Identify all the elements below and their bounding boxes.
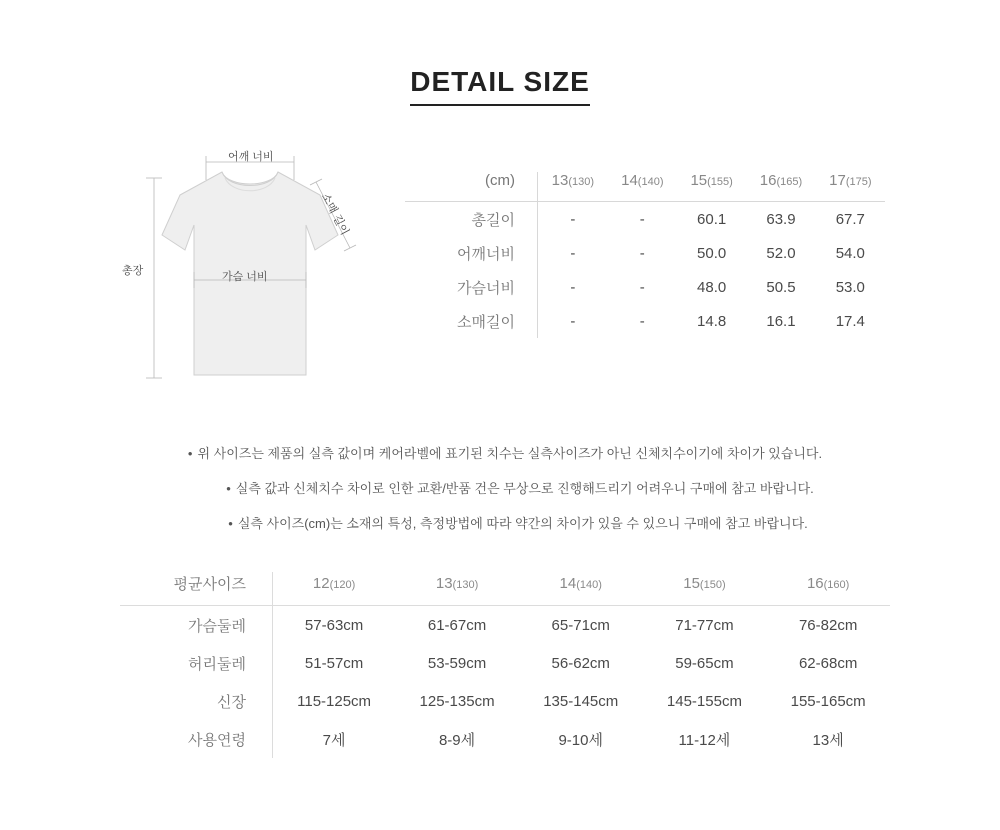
table-cell: 62-68cm bbox=[798, 654, 858, 672]
table-cell: 8-9세 bbox=[438, 731, 476, 749]
table-cell: 50.0 bbox=[697, 244, 727, 262]
table-cell: 59-65cm bbox=[675, 654, 734, 672]
column-header-main: 13 bbox=[551, 172, 569, 189]
table-cell: 51-57cm bbox=[304, 654, 364, 672]
table-cell: 155-165cm bbox=[790, 692, 866, 710]
column-header-main: 16 bbox=[759, 172, 777, 189]
table-cell: 63.9 bbox=[766, 210, 796, 228]
note-item bbox=[0, 480, 1000, 498]
average-size-table-body bbox=[120, 606, 890, 759]
row-label: 가슴너비 bbox=[405, 270, 538, 304]
table-cell: 61-67cm bbox=[427, 616, 487, 634]
row-label: 허리둘레 bbox=[120, 644, 273, 682]
column-header-sub: (140) bbox=[576, 579, 602, 591]
note-item bbox=[0, 515, 1000, 533]
bullet-icon: • bbox=[228, 516, 233, 532]
page-title-wrap bbox=[0, 0, 1000, 106]
table-cell: 71-77cm bbox=[675, 616, 734, 634]
column-header-sub: (130) bbox=[568, 176, 594, 188]
table-row bbox=[120, 644, 890, 682]
column-header-main: 14 bbox=[621, 172, 638, 189]
table-cell: 115-125cm bbox=[297, 692, 372, 710]
table-cell: 9-10세 bbox=[558, 731, 603, 749]
column-header-sub: (175) bbox=[845, 176, 872, 188]
table-cell: - bbox=[570, 278, 576, 296]
table-cell: 50.5 bbox=[766, 278, 796, 296]
table-cell: 11-12세 bbox=[678, 731, 731, 749]
table-header-row bbox=[405, 172, 885, 202]
table-cell: 7세 bbox=[322, 731, 346, 749]
detail-size-table bbox=[405, 172, 885, 338]
table-row bbox=[405, 202, 885, 237]
table-cell: 14.8 bbox=[697, 312, 727, 330]
table-header-row bbox=[120, 572, 890, 606]
table-cell: 145-155cm bbox=[666, 692, 742, 710]
table-cell: 65-71cm bbox=[551, 616, 610, 634]
column-header bbox=[643, 572, 767, 606]
column-header-sub: (140) bbox=[637, 176, 664, 188]
column-header-sub: (155) bbox=[707, 176, 733, 188]
table-cell: - bbox=[639, 312, 645, 330]
column-header bbox=[538, 172, 608, 202]
table-cell: 52.0 bbox=[766, 244, 796, 262]
table-cell: 60.1 bbox=[697, 210, 727, 228]
note-item bbox=[0, 445, 1000, 463]
row-label: 총길이 bbox=[405, 202, 538, 237]
table-cell: - bbox=[570, 210, 576, 228]
column-header-main: 15 bbox=[690, 172, 708, 189]
diagram-label-total-length: 총장 bbox=[122, 265, 144, 277]
column-header bbox=[273, 572, 396, 606]
note-text: 실측 값과 신체치수 차이로 인한 교환/반품 건은 무상으로 진행해드리기 어려우니 구매에 참고 바랍니다. bbox=[235, 481, 814, 497]
diagram-label-chest: 가슴 너비 bbox=[222, 271, 268, 283]
column-header bbox=[677, 172, 746, 202]
column-header-main: 15 bbox=[683, 575, 700, 592]
table-cell: 135-145cm bbox=[543, 692, 619, 710]
table-cell: 125-135cm bbox=[419, 692, 495, 710]
tshirt-illustration bbox=[110, 140, 410, 390]
column-header bbox=[519, 572, 643, 606]
table-cell: 17.4 bbox=[835, 312, 865, 330]
page-title: DETAIL SIZE bbox=[410, 66, 590, 106]
table-cell: 67.7 bbox=[835, 210, 865, 228]
column-header bbox=[766, 572, 890, 606]
detail-size-table-head bbox=[405, 172, 885, 202]
diagram-label-sleeve: 소매 길이 bbox=[318, 191, 351, 238]
notes-section bbox=[0, 445, 1000, 551]
row-label: 신장 bbox=[120, 682, 273, 720]
garment-diagram bbox=[110, 140, 410, 390]
detail-size-table-body bbox=[405, 202, 885, 339]
column-header-main: 13 bbox=[435, 575, 453, 592]
table-row bbox=[120, 606, 890, 645]
row-label: 소매길이 bbox=[405, 304, 538, 338]
column-header-main: 12 bbox=[312, 575, 330, 592]
row-label: 사용연령 bbox=[120, 720, 273, 758]
table-cell: - bbox=[639, 278, 645, 296]
average-size-corner-label: 평균사이즈 bbox=[120, 572, 273, 606]
table-cell: - bbox=[570, 244, 576, 262]
table-cell: - bbox=[570, 312, 576, 330]
column-header bbox=[395, 572, 519, 606]
column-header bbox=[746, 172, 815, 202]
column-header-main: 17 bbox=[829, 172, 846, 189]
average-size-table-head bbox=[120, 572, 890, 606]
row-label: 어깨너비 bbox=[405, 236, 538, 270]
table-cell: 53.0 bbox=[835, 278, 865, 296]
table-row bbox=[405, 236, 885, 270]
bullet-icon: • bbox=[226, 481, 231, 497]
diagram-label-shoulder: 어깨 너비 bbox=[228, 151, 274, 163]
average-size-table bbox=[120, 572, 890, 758]
table-cell: 16.1 bbox=[766, 312, 796, 330]
table-row bbox=[120, 720, 890, 758]
column-header-main: 14 bbox=[559, 575, 577, 592]
table-cell: 48.0 bbox=[697, 278, 727, 296]
table-cell: 57-63cm bbox=[304, 616, 364, 634]
table-cell: 13세 bbox=[812, 731, 844, 749]
table-cell: 76-82cm bbox=[798, 616, 858, 634]
table-cell: 53-59cm bbox=[427, 654, 487, 672]
column-header-sub: (130) bbox=[452, 579, 479, 591]
bullet-icon: • bbox=[187, 446, 193, 461]
column-header bbox=[816, 172, 885, 202]
table-row bbox=[405, 304, 885, 338]
table-cell: - bbox=[639, 244, 645, 262]
column-header-sub: (165) bbox=[776, 176, 803, 188]
note-text: 위 사이즈는 제품의 실측 값이며 케어라벨에 표기된 치수는 실측사이즈가 아닌 신체치수이기에 차이가 있습니다. bbox=[197, 446, 823, 461]
column-header bbox=[608, 172, 677, 202]
row-label: 가슴둘레 bbox=[120, 606, 273, 645]
column-header-sub: (160) bbox=[823, 579, 850, 591]
table-row bbox=[120, 682, 890, 720]
table-cell: 54.0 bbox=[835, 244, 865, 262]
column-header-sub: (120) bbox=[329, 579, 356, 591]
column-header-sub: (150) bbox=[699, 579, 726, 591]
table-row bbox=[405, 270, 885, 304]
table-cell: - bbox=[639, 210, 645, 228]
unit-label: (cm) bbox=[405, 172, 538, 202]
table-cell: 56-62cm bbox=[551, 654, 610, 672]
note-text: 실측 사이즈(cm)는 소재의 특성, 측정방법에 따라 약간의 차이가 있을 수 있으니 구매에 참고 바랍니다. bbox=[237, 516, 808, 532]
column-header-main: 16 bbox=[806, 575, 824, 592]
